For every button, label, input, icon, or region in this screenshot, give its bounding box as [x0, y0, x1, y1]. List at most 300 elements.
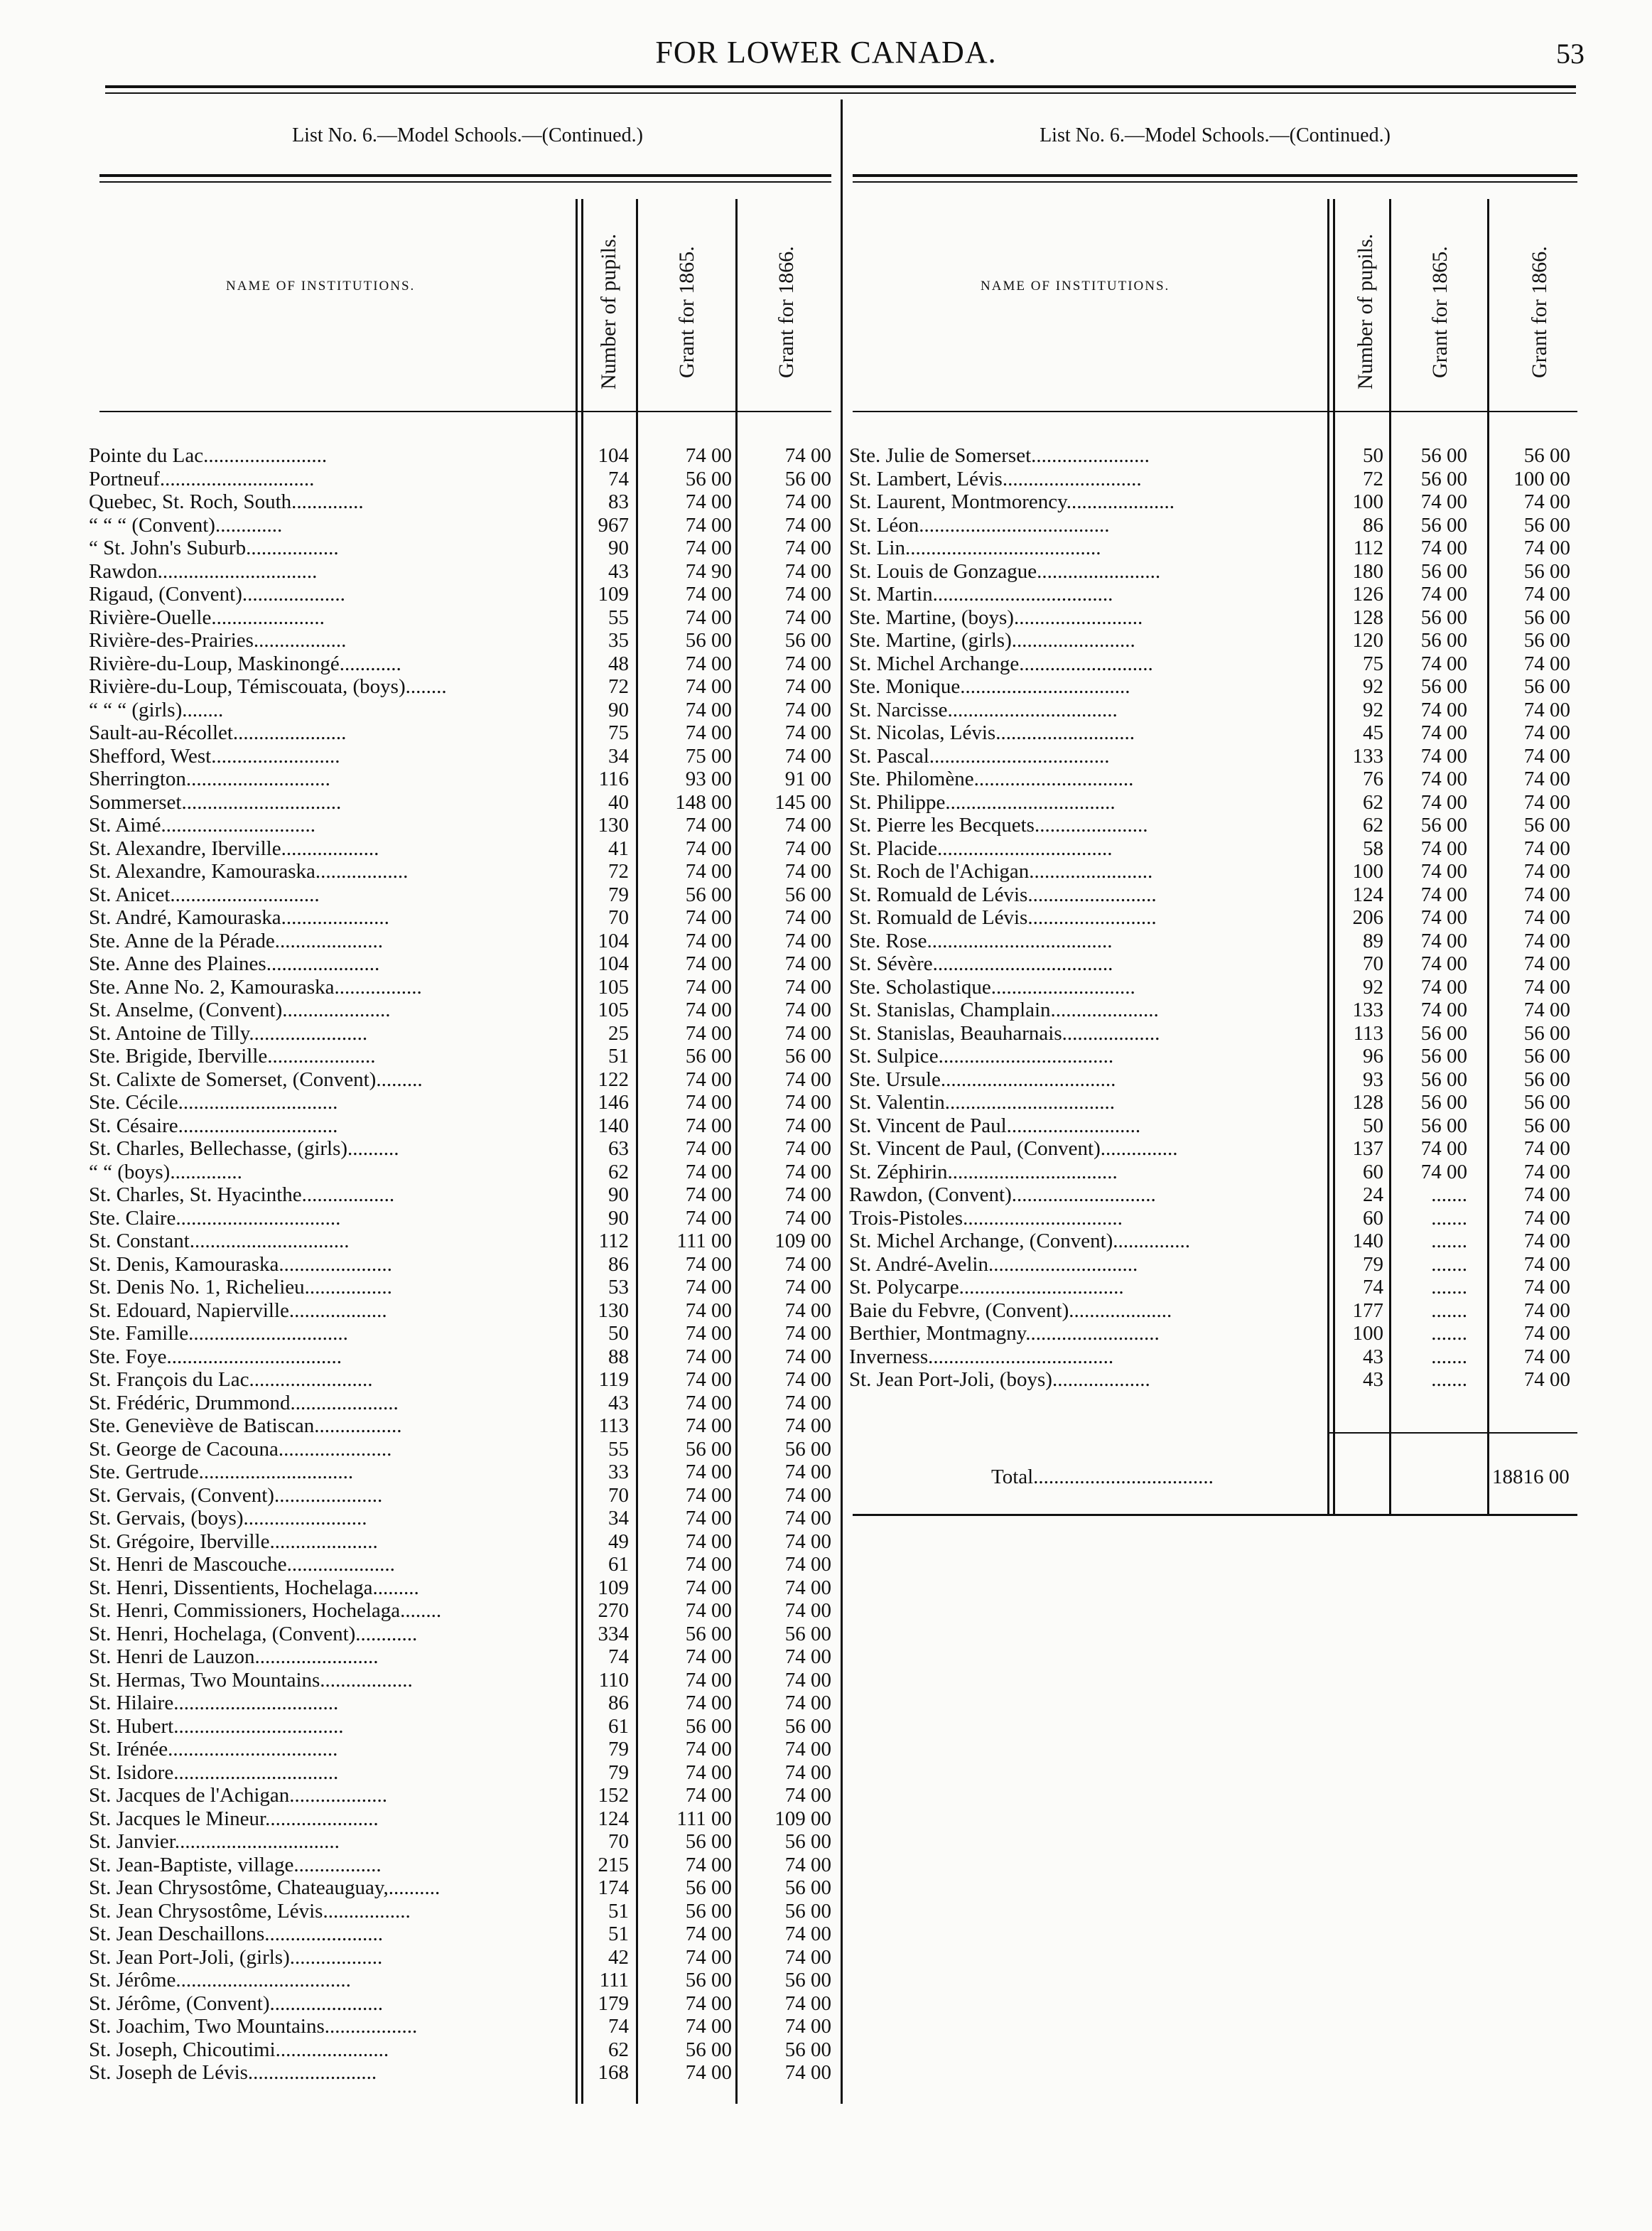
grant-1865: .......: [1431, 1183, 1467, 1206]
pupil-count: 140: [1352, 1230, 1383, 1252]
grant-1865: 74 00: [685, 1160, 732, 1183]
institution-name: Quebec, St. Roch, South..............: [89, 490, 364, 513]
pupil-count: 41: [608, 837, 629, 860]
grant-1865: 74 00: [685, 1692, 732, 1714]
grant-1866: 74 00: [784, 1252, 831, 1276]
grant-1866: 74 00: [1523, 883, 1570, 906]
grant-1866: 56 00: [784, 629, 831, 652]
pupil-count: 25: [608, 1021, 629, 1045]
grant-1865: 56 00: [1420, 1091, 1467, 1114]
pupil-count: 215: [598, 1853, 629, 1876]
institution-name: St. Calixte de Somerset, (Convent).........: [89, 1068, 423, 1091]
table-row: [89, 675, 835, 699]
table-row: [89, 606, 835, 630]
pupil-count: 72: [1363, 467, 1383, 490]
grant-1866: 56 00: [784, 1045, 831, 1068]
page-header-title: FOR LOWER CANADA.: [655, 35, 997, 70]
table-row: [89, 583, 835, 606]
grant-1865: 56 00: [685, 1969, 732, 1991]
pupil-count: 89: [1363, 929, 1383, 952]
institution-name: St. Jacques le Mineur......................: [89, 1807, 379, 1830]
pupil-count: 62: [608, 2038, 629, 2061]
pupil-count: 35: [608, 629, 629, 652]
institution-name: St. Irénée.................................: [89, 1738, 338, 1760]
table-row: [89, 1045, 835, 1068]
pupil-count: 53: [608, 1276, 629, 1299]
pupil-count: 124: [1352, 883, 1383, 906]
institution-name: St. André, Kamouraska.....................: [89, 906, 389, 929]
table-row: [89, 1623, 835, 1646]
grant-1865: 74 00: [685, 1276, 732, 1299]
grant-1866: 74 00: [1523, 790, 1570, 814]
institution-name: St. Anselme, (Convent).....................: [89, 999, 391, 1021]
pupil-count: 50: [1363, 444, 1383, 467]
grant-1866: 74 00: [1523, 744, 1570, 768]
institution-name: St. Laurent, Montmorency.....................: [849, 490, 1175, 513]
right-head-rule-thin: [853, 181, 1577, 183]
table-row: [89, 930, 835, 953]
table-row: [89, 1692, 835, 1715]
grant-1865: 56 00: [1420, 1045, 1467, 1068]
pupil-count: 62: [608, 1160, 629, 1183]
institution-name: St. Grégoire, Iberville.....................: [89, 1530, 378, 1553]
institution-name: St. Nicolas, Lévis...........................: [849, 721, 1135, 744]
grant-1865: 56 00: [685, 2038, 732, 2061]
table-row: [89, 1761, 835, 1785]
grant-1865: 74 00: [685, 1668, 732, 1692]
grant-1866: 56 00: [1523, 513, 1570, 537]
institution-name: Ste. Ursule..................................: [849, 1068, 1116, 1091]
institution-name: “ St. John's Suburb..................: [89, 537, 339, 559]
grant-1865: 74 00: [1420, 837, 1467, 860]
institution-name: Ste. Cécile...............................: [89, 1091, 338, 1114]
table-row: [849, 1230, 1588, 1253]
grant-1866: 74 00: [784, 1091, 831, 1114]
right-total-value: 18816 00: [1492, 1466, 1570, 1488]
institution-name: St. Denis No. 1, Richelieu.................: [89, 1276, 392, 1299]
grant-1866: 56 00: [784, 1714, 831, 1738]
grant-1866: 74 00: [784, 744, 831, 768]
table-row: [89, 1253, 835, 1276]
institution-name: St. Lin......................................: [849, 537, 1101, 559]
institution-name: St. Michel Archange, (Convent)...............: [849, 1230, 1191, 1252]
pupil-count: 116: [598, 768, 629, 790]
table-row: [89, 1137, 835, 1161]
pupil-count: 75: [1363, 652, 1383, 675]
pupil-count: 90: [608, 1183, 629, 1206]
pupil-count: 105: [598, 975, 629, 999]
pupil-count: 90: [608, 1206, 629, 1230]
grant-1866: 74 00: [784, 513, 831, 537]
pupil-count: 90: [608, 537, 629, 559]
table-row: [849, 930, 1588, 953]
table-row: [849, 1114, 1588, 1138]
grant-1865: 74 00: [685, 1645, 732, 1668]
table-row: [849, 883, 1588, 907]
pupil-count: 92: [1363, 698, 1383, 721]
pupil-count: 75: [608, 721, 629, 744]
grant-1866: 56 00: [1523, 1068, 1570, 1091]
grant-1865: 75 00: [685, 744, 732, 768]
institution-name: St. Joseph de Lévis.........................: [89, 2061, 377, 2084]
grant-1866: 109 00: [774, 1807, 831, 1830]
grant-1865: 74 90: [685, 559, 732, 583]
table-row: [89, 1022, 835, 1045]
grant-1865: 74 00: [685, 975, 732, 999]
grant-1865: 74 00: [685, 490, 732, 513]
grant-1865: 56 00: [685, 1622, 732, 1645]
table-row: [849, 560, 1588, 584]
grant-1865: 74 00: [685, 444, 732, 467]
pupil-count: 74: [1363, 1276, 1383, 1299]
table-row: [89, 1530, 835, 1554]
right-grant1865-header: Grant for 1865.: [1428, 246, 1452, 378]
table-row: [849, 468, 1588, 491]
grant-1866: 74 00: [784, 1483, 831, 1507]
table-row: [849, 629, 1588, 652]
table-row: [849, 1322, 1588, 1345]
grant-1866: 56 00: [1523, 444, 1570, 467]
grant-1866: 74 00: [784, 1345, 831, 1368]
grant-1865: .......: [1431, 1206, 1467, 1230]
table-row: [849, 583, 1588, 606]
table-row: [849, 837, 1588, 861]
institution-name: St. Polycarpe................................: [849, 1276, 1124, 1299]
grant-1865: 74 00: [1420, 860, 1467, 883]
grant-1865: .......: [1431, 1299, 1467, 1322]
grant-1866: 74 00: [784, 1784, 831, 1807]
institution-name: St. Charles, Bellechasse, (girls)..........: [89, 1137, 399, 1160]
pupil-count: 93: [1363, 1068, 1383, 1091]
right-panel-title: List No. 6.—Model Schools.—(Continued.): [1040, 124, 1391, 146]
table-row: [89, 1230, 835, 1253]
table-row: [849, 652, 1588, 676]
institution-name: Ste. Monique.................................: [849, 675, 1130, 698]
institution-name: St. Joseph, Chicoutimi......................: [89, 2038, 389, 2061]
grant-1865: 74 00: [1420, 583, 1467, 606]
grant-1866: 56 00: [1523, 559, 1570, 583]
institution-name: St. Roch de l'Achigan........................: [849, 860, 1153, 883]
grant-1866: 74 00: [784, 606, 831, 629]
page-number: 53: [1556, 38, 1584, 70]
grant-1866: 74 00: [784, 2015, 831, 2038]
table-row: [849, 1345, 1588, 1369]
left-grant1866-header: Grant for 1866.: [774, 246, 798, 378]
pupil-count: 74: [608, 467, 629, 490]
table-row: [89, 1091, 835, 1114]
pupil-count: 111: [599, 1969, 629, 1991]
grant-1866: 74 00: [784, 999, 831, 1021]
table-row: [89, 1669, 835, 1692]
pupil-count: 967: [598, 513, 629, 537]
table-row: [89, 1645, 835, 1669]
grant-1866: 74 00: [784, 1206, 831, 1230]
institution-name: St. Valentin.................................: [849, 1091, 1116, 1114]
grant-1865: 74 00: [685, 537, 732, 559]
table-row: [89, 1738, 835, 1761]
grant-1865: 148 00: [675, 790, 732, 814]
institution-name: Ste. Anne de la Pérade.....................: [89, 929, 383, 952]
pupil-count: 124: [598, 1807, 629, 1830]
grant-1866: 74 00: [784, 721, 831, 744]
grant-1865: 74 00: [685, 1599, 732, 1622]
grant-1866: 56 00: [784, 2038, 831, 2061]
table-row: [849, 1253, 1588, 1276]
institution-name: St. Michel Archange..........................: [849, 652, 1153, 675]
right-total-label: Total...................................: [991, 1466, 1214, 1488]
grant-1865: 74 00: [1420, 952, 1467, 975]
institution-name: St. Henri, Commissioners, Hochelaga........: [89, 1599, 442, 1622]
table-row: [89, 1830, 835, 1854]
pupil-count: 92: [1363, 675, 1383, 698]
table-row: [849, 768, 1588, 791]
grant-1866: 74 00: [784, 906, 831, 929]
table-row: [89, 1553, 835, 1576]
grant-1865: 56 00: [1420, 559, 1467, 583]
institution-name: Ste. Rose....................................: [849, 929, 1113, 952]
table-row: [89, 468, 835, 491]
grant-1865: 74 00: [1420, 744, 1467, 768]
table-row: [89, 1068, 835, 1092]
grant-1866: 74 00: [784, 1114, 831, 1137]
left-table-body: [89, 444, 835, 2085]
table-row: [89, 699, 835, 722]
pupil-count: 45: [1363, 721, 1383, 744]
institution-name: St. Martin...................................: [849, 583, 1113, 606]
grant-1865: 74 00: [685, 675, 732, 698]
pupil-count: 43: [1363, 1368, 1383, 1391]
pupil-count: 76: [1363, 768, 1383, 790]
table-row: [89, 1923, 835, 1946]
institution-name: St. Pierre les Becquets......................: [849, 814, 1148, 837]
institution-name: St. Hermas, Two Mountains..................: [89, 1668, 413, 1692]
grant-1866: 74 00: [784, 652, 831, 675]
grant-1866: 74 00: [784, 929, 831, 952]
grant-1865: 74 00: [685, 1853, 732, 1876]
pupil-count: 113: [1353, 1021, 1383, 1045]
table-row: [89, 952, 835, 976]
right-grant1866-header: Grant for 1866.: [1528, 246, 1551, 378]
pupil-count: 62: [1363, 790, 1383, 814]
pupil-count: 270: [598, 1599, 629, 1622]
table-row: [849, 745, 1588, 768]
table-row: [89, 444, 835, 468]
grant-1865: 74 00: [1420, 1160, 1467, 1183]
institution-name: Rivière-du-Loup, Maskinongé............: [89, 652, 401, 675]
institution-name: St. Pascal...................................: [849, 744, 1110, 768]
grant-1866: 74 00: [1523, 652, 1570, 675]
grant-1865: 74 00: [685, 814, 732, 837]
grant-1865: 74 00: [685, 1414, 732, 1437]
institution-name: St. Louis de Gonzague........................: [849, 559, 1161, 583]
grant-1866: 74 00: [784, 1391, 831, 1414]
pupil-count: 72: [608, 860, 629, 883]
pupil-count: 74: [608, 2015, 629, 2038]
grant-1865: 74 00: [685, 1137, 732, 1160]
grant-1866: 74 00: [784, 1576, 831, 1599]
pupil-count: 43: [608, 559, 629, 583]
table-row: [89, 1299, 835, 1323]
institution-name: St. Denis, Kamouraska......................: [89, 1252, 392, 1276]
pupil-count: 50: [608, 1322, 629, 1345]
pupil-count: 119: [598, 1368, 629, 1391]
institution-name: St. Jacques de l'Achigan...................: [89, 1784, 388, 1807]
grant-1865: 74 00: [685, 1345, 732, 1368]
grant-1866: 74 00: [1523, 768, 1570, 790]
grant-1866: 74 00: [784, 1692, 831, 1714]
grant-1865: 111 00: [676, 1230, 732, 1252]
pupil-count: 55: [608, 1437, 629, 1461]
institution-name: “ “ (boys)..............: [89, 1160, 242, 1183]
grant-1866: 74 00: [784, 537, 831, 559]
pupil-count: 48: [608, 652, 629, 675]
grant-1865: 74 00: [1420, 721, 1467, 744]
pupil-count: 79: [608, 1738, 629, 1760]
pupil-count: 140: [598, 1114, 629, 1137]
institution-name: Ste. Martine, (girls)........................: [849, 629, 1135, 652]
grant-1865: 74 00: [685, 860, 732, 883]
grant-1866: 74 00: [784, 675, 831, 698]
institution-name: St. Romuald de Lévis.........................: [849, 906, 1157, 929]
table-row: [849, 1137, 1588, 1161]
pupil-count: 174: [598, 1876, 629, 1899]
table-row: [89, 791, 835, 815]
table-row: [89, 999, 835, 1022]
institution-name: Pointe du Lac........................: [89, 444, 328, 467]
pupil-count: 100: [1352, 860, 1383, 883]
grant-1865: 56 00: [1420, 444, 1467, 467]
pupil-count: 133: [1352, 999, 1383, 1021]
institution-name: St. François du Lac........................: [89, 1368, 373, 1391]
institution-name: St. Joachim, Two Mountains..................: [89, 2015, 418, 2038]
grant-1866: 74 00: [1523, 1299, 1570, 1322]
grant-1865: 74 00: [685, 837, 732, 860]
table-row: [89, 1183, 835, 1207]
institution-name: St. André-Avelin.............................: [849, 1252, 1138, 1276]
pupil-count: 104: [598, 444, 629, 467]
institution-name: St. Jérôme, (Convent)......................: [89, 1991, 384, 2015]
table-row: [89, 1207, 835, 1230]
grant-1865: 74 00: [685, 606, 732, 629]
table-row: [849, 1299, 1588, 1323]
institution-name: Ste. Anne des Plaines......................: [89, 952, 380, 975]
table-row: [89, 721, 835, 745]
grant-1866: 56 00: [1523, 1114, 1570, 1137]
table-row: [849, 514, 1588, 537]
grant-1865: 74 00: [685, 1091, 732, 1114]
grant-1866: 74 00: [784, 1068, 831, 1091]
grant-1866: 74 00: [1523, 1345, 1570, 1368]
institution-name: Ste. Scholastique............................: [849, 975, 1135, 999]
table-row: [89, 1715, 835, 1738]
grant-1865: 56 00: [1420, 629, 1467, 652]
table-row: [89, 1114, 835, 1138]
institution-name: Rivière-des-Prairies..................: [89, 629, 347, 652]
grant-1865: 74 00: [685, 1021, 732, 1045]
grant-1866: 91 00: [784, 768, 831, 790]
institution-name: St. Stanislas, Champlain.....................: [849, 999, 1159, 1021]
table-row: [89, 1161, 835, 1184]
pupil-count: 110: [598, 1668, 629, 1692]
institution-name: Portneuf..............................: [89, 467, 315, 490]
table-row: [89, 490, 835, 514]
institution-name: St. Henri de Lauzon........................: [89, 1645, 379, 1668]
table-row: [849, 444, 1588, 468]
table-row: [89, 860, 835, 883]
grant-1866: 74 00: [784, 1945, 831, 1969]
institution-name: St. Charles, St. Hyacinthe..................: [89, 1183, 395, 1206]
table-row: [89, 2015, 835, 2038]
institution-name: Rivière-du-Loup, Témiscouata, (boys)........: [89, 675, 447, 698]
institution-name: St. Jérôme..................................: [89, 1969, 351, 1991]
institution-name: St. Henri, Hochelaga, (Convent)............: [89, 1622, 418, 1645]
grant-1866: 74 00: [784, 1299, 831, 1322]
grant-1865: 74 00: [685, 1945, 732, 1969]
pupil-count: 334: [598, 1622, 629, 1645]
grant-1865: 56 00: [685, 1714, 732, 1738]
institution-name: St. Placide..................................: [849, 837, 1113, 860]
grant-1865: 74 00: [685, 1923, 732, 1945]
grant-1866: 74 00: [784, 860, 831, 883]
table-row: [89, 1969, 835, 1992]
institution-name: St. Isidore................................: [89, 1760, 339, 1784]
grant-1866: 74 00: [784, 1322, 831, 1345]
pupil-count: 100: [1352, 1322, 1383, 1345]
pupil-count: 177: [1352, 1299, 1383, 1322]
institution-name: Ste. Martine, (boys).........................: [849, 606, 1143, 629]
grant-1866: 74 00: [1523, 583, 1570, 606]
grant-1865: .......: [1431, 1322, 1467, 1345]
grant-1865: 56 00: [1420, 606, 1467, 629]
institution-name: Ste. Julie de Somerset.......................: [849, 444, 1150, 467]
left-pupils-header: Number of pupils.: [597, 233, 620, 389]
institution-name: St. Jean Chrysostôme, Lévis.................: [89, 1899, 411, 1923]
grant-1865: 74 00: [1420, 768, 1467, 790]
institution-name: St. Antoine de Tilly.......................: [89, 1021, 368, 1045]
pupil-count: 79: [1363, 1252, 1383, 1276]
grant-1865: 74 00: [685, 1738, 732, 1760]
pupil-count: 49: [608, 1530, 629, 1553]
grant-1865: 74 00: [1420, 975, 1467, 999]
grant-1865: 74 00: [685, 1784, 732, 1807]
table-row: [89, 1392, 835, 1415]
institution-name: Sommerset...............................: [89, 790, 342, 814]
table-row: [849, 1045, 1588, 1068]
grant-1866: 74 00: [784, 1853, 831, 1876]
grant-1865: 74 00: [685, 1252, 732, 1276]
table-row: [849, 699, 1588, 722]
pupil-count: 168: [598, 2061, 629, 2084]
institution-name: St. Lambert, Lévis...........................: [849, 467, 1142, 490]
grant-1865: 74 00: [685, 999, 732, 1021]
grant-1866: 74 00: [1523, 999, 1570, 1021]
grant-1866: 56 00: [784, 1830, 831, 1853]
pupil-count: 122: [598, 1068, 629, 1091]
grant-1866: 74 00: [784, 1414, 831, 1437]
grant-1866: 74 00: [784, 975, 831, 999]
grant-1865: 74 00: [1420, 999, 1467, 1021]
grant-1865: 74 00: [1420, 790, 1467, 814]
pupil-count: 72: [608, 675, 629, 698]
pupil-count: 42: [608, 1945, 629, 1969]
pupil-count: 109: [598, 583, 629, 606]
institution-name: St. Césaire...............................: [89, 1114, 338, 1137]
right-head-rule: [853, 174, 1577, 177]
pupil-count: 90: [608, 698, 629, 721]
pupil-count: 104: [598, 929, 629, 952]
pupil-count: 112: [1353, 537, 1383, 559]
grant-1866: 74 00: [784, 1160, 831, 1183]
